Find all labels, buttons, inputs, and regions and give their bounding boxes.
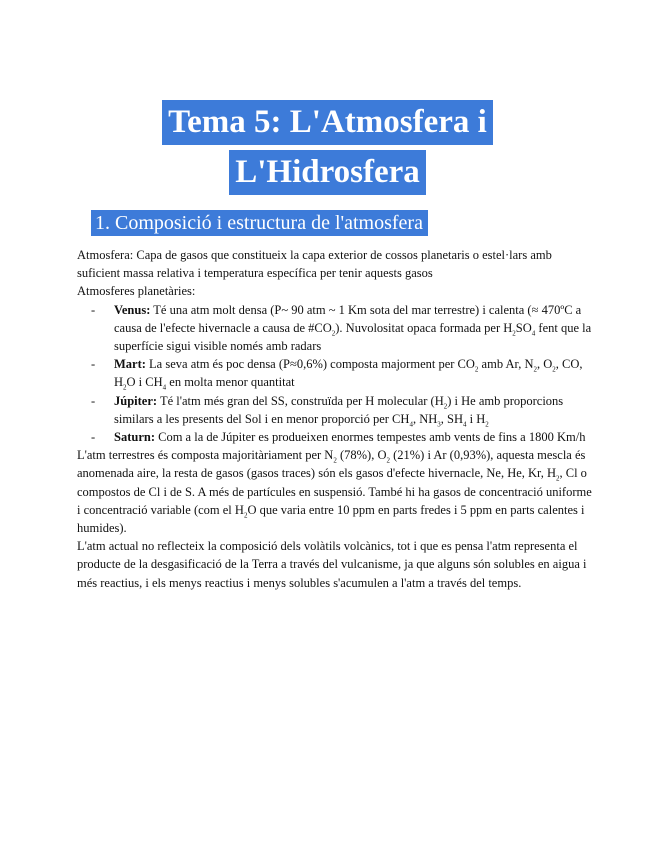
section-heading-1: 1. Composició i estructura de l'atmosfera (91, 210, 428, 236)
mart-text: O i CH (126, 375, 163, 390)
title-line-2: L'Hidrosfera (229, 150, 426, 195)
jupiter-text: Té l'atm més gran del SS, construïda per H molecular (H (157, 393, 444, 408)
volcanic-paragraph: L'atm actual no reflecteix la composició dels volàtils volcànics, tot i que es pensa l'atm representa el producte de la desgasificació de la Terra a través del vulcanisme, ja que alguns són solubles en aigua i més reactius, i els menys reactius i menys solubles s'acumulen a l'atm a través del temps. (77, 539, 587, 590)
subscript: 2 (331, 329, 336, 338)
subscript: 4 (409, 420, 413, 429)
document-title (0, 100, 655, 200)
venus-text: SO (515, 320, 532, 335)
bullet-dash: - (91, 302, 96, 317)
venus-text: Té una atm molt densa (P~ 90 atm ~ 1 Km sota del mar terrestre) i calenta (≈ 470ºC a causa de l'efecte hivernacle a causa de #CO (114, 302, 582, 335)
bullet-dash: - (91, 430, 96, 445)
venus-text: fent que la superfície sigui visible només amb radars (114, 320, 592, 354)
saturn-text: Com a la de Júpiter es produeixen enormes tempestes amb vents de fins a 1800 Km/h (154, 430, 586, 445)
title-line-1: Tema 5: L'Atmosfera i (162, 100, 493, 145)
list-item-mart (77, 355, 597, 391)
subscript: 2 (333, 456, 337, 465)
jupiter-text: , NH (412, 411, 438, 426)
bullet-dash: - (91, 393, 96, 408)
subscript: 2 (533, 365, 537, 374)
composition-text: O que varia entre 10 ppm en parts fredes i 5 ppm en parts calentes i humides). (77, 502, 585, 536)
composition-text: (21%) i Ar (0,93%), aquesta mescla és anomenada aire, la resta de gasos (gasos traces) són els gasos d'efecte hivernacle, Ne, He, Kr, H (77, 448, 586, 481)
subscript: 2 (512, 329, 516, 338)
jupiter-text: , SH (440, 411, 463, 426)
subscript: 2 (443, 402, 448, 411)
subscript: 4 (531, 329, 536, 338)
composition-text: , Cl o compostos de Cl i de S. A més de partícules en suspensió. També hi ha gasos de concentració uniforme i concentració variable (com el H (77, 466, 592, 517)
subscript: 2 (123, 383, 127, 392)
composition-text: L'atm terrestres és composta majoritàriament per N (77, 448, 334, 463)
document-body (77, 246, 597, 592)
planet-name-venus: Venus: (114, 302, 151, 317)
mart-text: , CO, H (114, 357, 583, 390)
planet-name-mart: Mart: (114, 357, 146, 372)
subscript: 2 (556, 474, 560, 483)
subscript: 2 (243, 511, 248, 520)
jupiter-text: i H (466, 411, 486, 426)
subscript: 2 (552, 365, 556, 374)
planet-name-jupiter: Júpiter: (114, 393, 158, 408)
subscript: 2 (485, 420, 489, 429)
venus-text: ). Nuvolositat opaca formada per H (335, 320, 513, 335)
planet-list (77, 301, 597, 447)
subscript: 2 (386, 456, 390, 465)
mart-text: , O (536, 357, 553, 372)
bullet-dash: - (91, 357, 96, 372)
subscript: 3 (437, 420, 441, 429)
atmosfera-definition: Atmosfera: Capa de gasos que constitueix la capa exterior de cossos planetaris o estel·lars amb suficient massa relativa i temperatura específica per tenir aquests gasos (77, 248, 552, 281)
mart-text: en molta menor quantitat (166, 375, 295, 390)
composition-text: (78%), O (336, 448, 387, 463)
subscript: 4 (462, 420, 467, 429)
list-item-venus (77, 301, 597, 356)
subscript: 4 (162, 383, 167, 392)
mart-text: amb Ar, N (478, 357, 534, 372)
mart-text: La seva atm és poc densa (P≈0,6%) composta majorment per CO (145, 357, 475, 372)
list-item-saturn (77, 428, 597, 446)
planet-name-saturn: Saturn: (114, 430, 155, 445)
list-item-jupiter (77, 392, 597, 428)
subscript: 2 (474, 365, 479, 374)
jupiter-text: ) i He amb proporcions similars a les presents del Sol i en menor proporció per CH (114, 393, 564, 426)
planetary-atmospheres-heading: Atmosferes planetàries: (77, 284, 196, 299)
earth-composition-paragraph (77, 446, 597, 537)
